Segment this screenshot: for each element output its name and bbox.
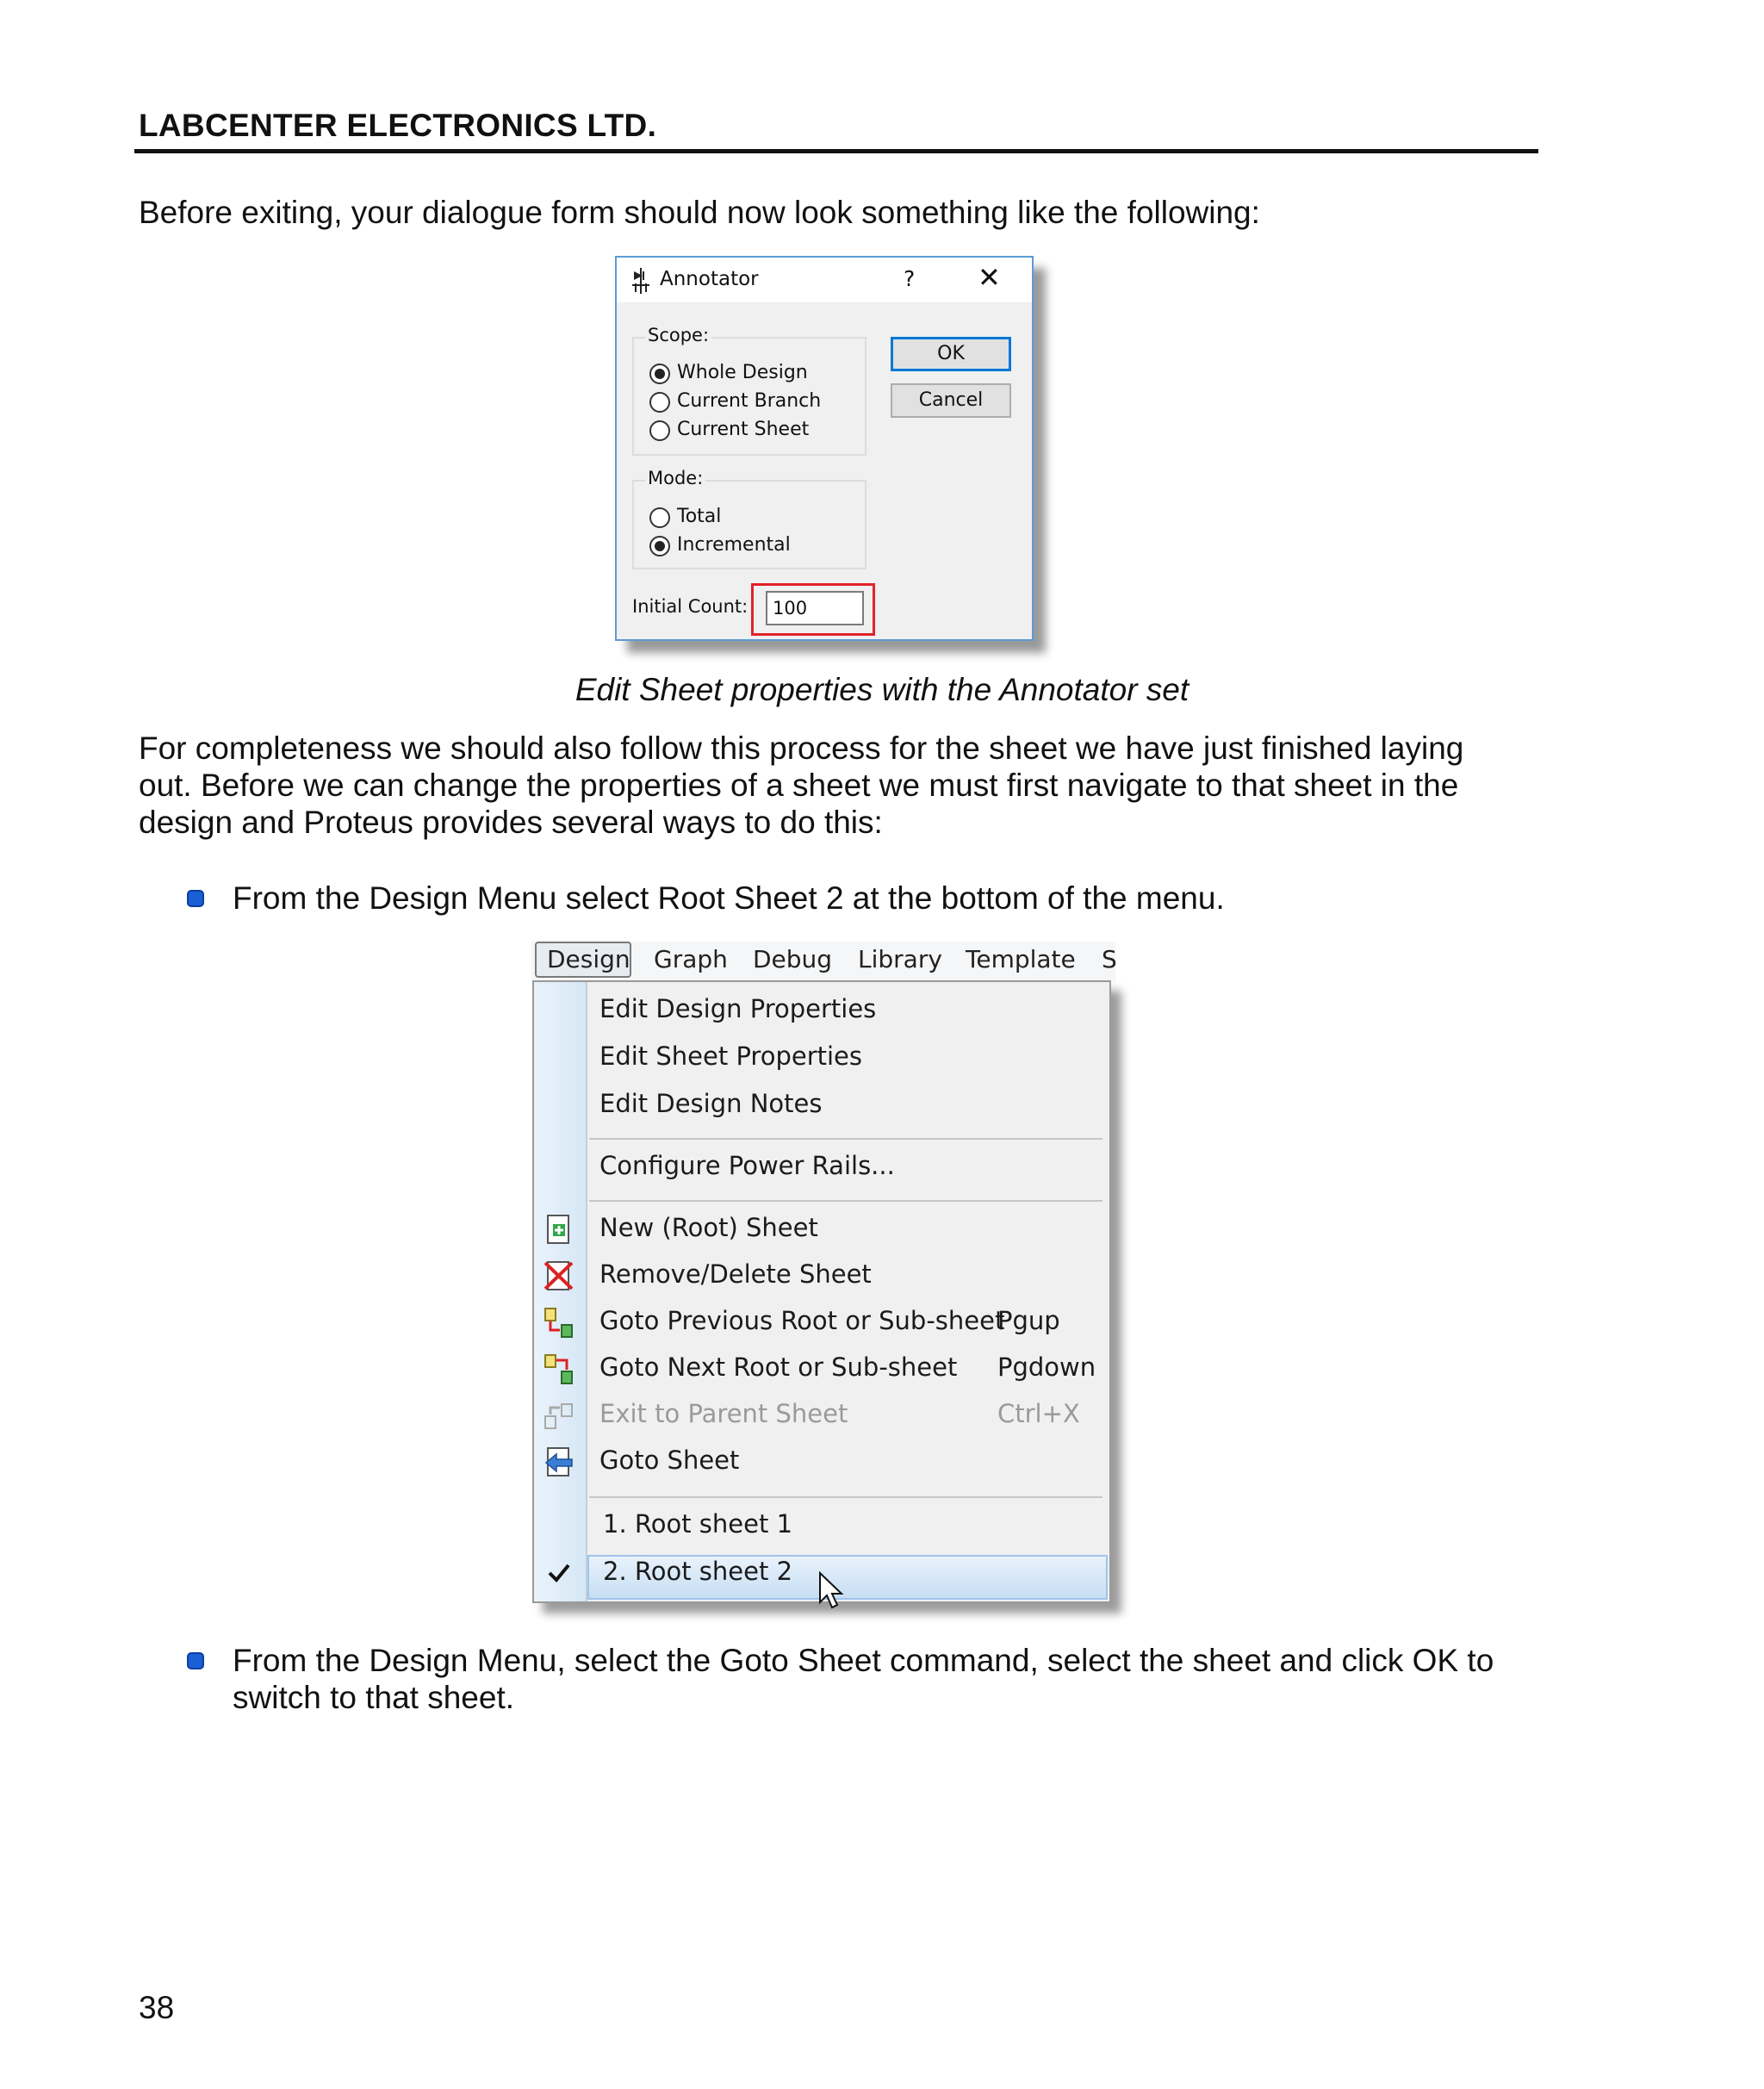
scope-option-label: Current Branch: [677, 390, 822, 412]
menu-library[interactable]: Library: [858, 945, 942, 973]
goto-previous-sheet-icon: [543, 1306, 575, 1339]
annotator-icon: [629, 268, 653, 294]
menu-graph[interactable]: Graph: [654, 945, 728, 973]
bullet-icon: [187, 1652, 204, 1669]
mode-option-label: Total: [677, 506, 722, 527]
menu-separator: [589, 1138, 1102, 1140]
menu-item-remove-delete-sheet[interactable]: Remove/Delete Sheet: [599, 1259, 872, 1289]
cancel-button[interactable]: Cancel: [891, 383, 1011, 418]
delete-sheet-icon: [543, 1259, 575, 1292]
goto-next-sheet-icon: [543, 1352, 575, 1385]
bullet-icon: [187, 890, 204, 907]
initial-count-input[interactable]: 100: [766, 591, 864, 625]
menu-item-goto-sheet[interactable]: Goto Sheet: [599, 1446, 740, 1475]
paragraph-line: For completeness we should also follow this process for the sheet we have just finished laying: [139, 731, 1464, 766]
menu-item-configure-power-rails[interactable]: Configure Power Rails...: [599, 1151, 895, 1180]
menu-item-root-sheet-1[interactable]: 1. Root sheet 1: [603, 1509, 793, 1539]
checkmark-icon: [546, 1560, 572, 1586]
bullet-text: From the Design Menu, select the Goto Sheet command, select the sheet and click OK to: [233, 1643, 1494, 1678]
ok-button[interactable]: OK: [891, 337, 1011, 371]
menu-debug[interactable]: Debug: [753, 945, 833, 973]
menu-item-edit-design-properties[interactable]: Edit Design Properties: [599, 994, 877, 1023]
menu-item-root-sheet-2[interactable]: 2. Root sheet 2: [603, 1557, 793, 1586]
paragraph-line: design and Proteus provides several ways to do this:: [139, 805, 883, 840]
goto-sheet-icon: [543, 1446, 575, 1478]
menu-item-goto-next-sheet[interactable]: Goto Next Root or Sub-sheet: [599, 1352, 958, 1382]
intro-paragraph: Before exiting, your dialogue form should now look something like the following:: [139, 195, 1260, 230]
menu-separator: [589, 1496, 1102, 1498]
scope-option-label: Whole Design: [677, 362, 808, 383]
header-rule: [134, 149, 1538, 153]
close-button[interactable]: ✕: [978, 261, 1001, 294]
scope-option-label: Current Sheet: [677, 419, 810, 440]
mode-option-label: Incremental: [677, 534, 791, 556]
exit-parent-sheet-icon: [543, 1399, 575, 1432]
shortcut-pgup: Pgup: [997, 1306, 1060, 1335]
scope-whole-design-radio[interactable]: [649, 364, 670, 384]
figure-caption: Edit Sheet properties with the Annotator set: [575, 672, 1189, 707]
mode-label: Mode:: [645, 468, 705, 488]
help-button[interactable]: ?: [904, 266, 916, 291]
document-header: LABCENTER ELECTRONICS LTD.: [139, 108, 657, 143]
menu-design-label: Design: [547, 945, 630, 973]
mode-incremental-radio[interactable]: [649, 536, 670, 556]
scope-label: Scope:: [645, 325, 711, 345]
page-number: 38: [139, 1990, 175, 2025]
design-menu-dropdown: [532, 980, 1111, 1603]
bullet-text: From the Design Menu select Root Sheet 2 at the bottom of the menu.: [233, 880, 1225, 916]
mode-total-radio[interactable]: [649, 507, 670, 528]
paragraph-line: out. Before we can change the properties of a sheet we must first navigate to that sheet in the: [139, 768, 1459, 803]
menu-source[interactable]: S: [1102, 945, 1117, 973]
new-sheet-icon: [543, 1213, 575, 1246]
scope-current-branch-radio[interactable]: [649, 392, 670, 413]
menu-separator: [589, 1200, 1102, 1202]
initial-count-label: Initial Count:: [632, 596, 748, 617]
mouse-cursor-icon: [818, 1571, 844, 1611]
menu-item-new-root-sheet[interactable]: New (Root) Sheet: [599, 1213, 818, 1242]
menu-template[interactable]: Template: [966, 945, 1076, 973]
shortcut-pgdown: Pgdown: [997, 1352, 1096, 1382]
menu-item-goto-previous-sheet[interactable]: Goto Previous Root or Sub-sheet: [599, 1306, 1005, 1335]
bullet-text: switch to that sheet.: [233, 1680, 515, 1715]
scope-current-sheet-radio[interactable]: [649, 420, 670, 441]
shortcut-ctrl-x: Ctrl+X: [997, 1399, 1080, 1428]
menu-item-exit-to-parent-sheet: Exit to Parent Sheet: [599, 1399, 848, 1428]
menu-item-edit-sheet-properties[interactable]: Edit Sheet Properties: [599, 1041, 862, 1071]
annotator-dialog: [615, 256, 1034, 641]
dialog-title: Annotator: [660, 268, 759, 290]
menu-bar: [531, 942, 1115, 981]
menu-item-edit-design-notes[interactable]: Edit Design Notes: [599, 1089, 823, 1118]
